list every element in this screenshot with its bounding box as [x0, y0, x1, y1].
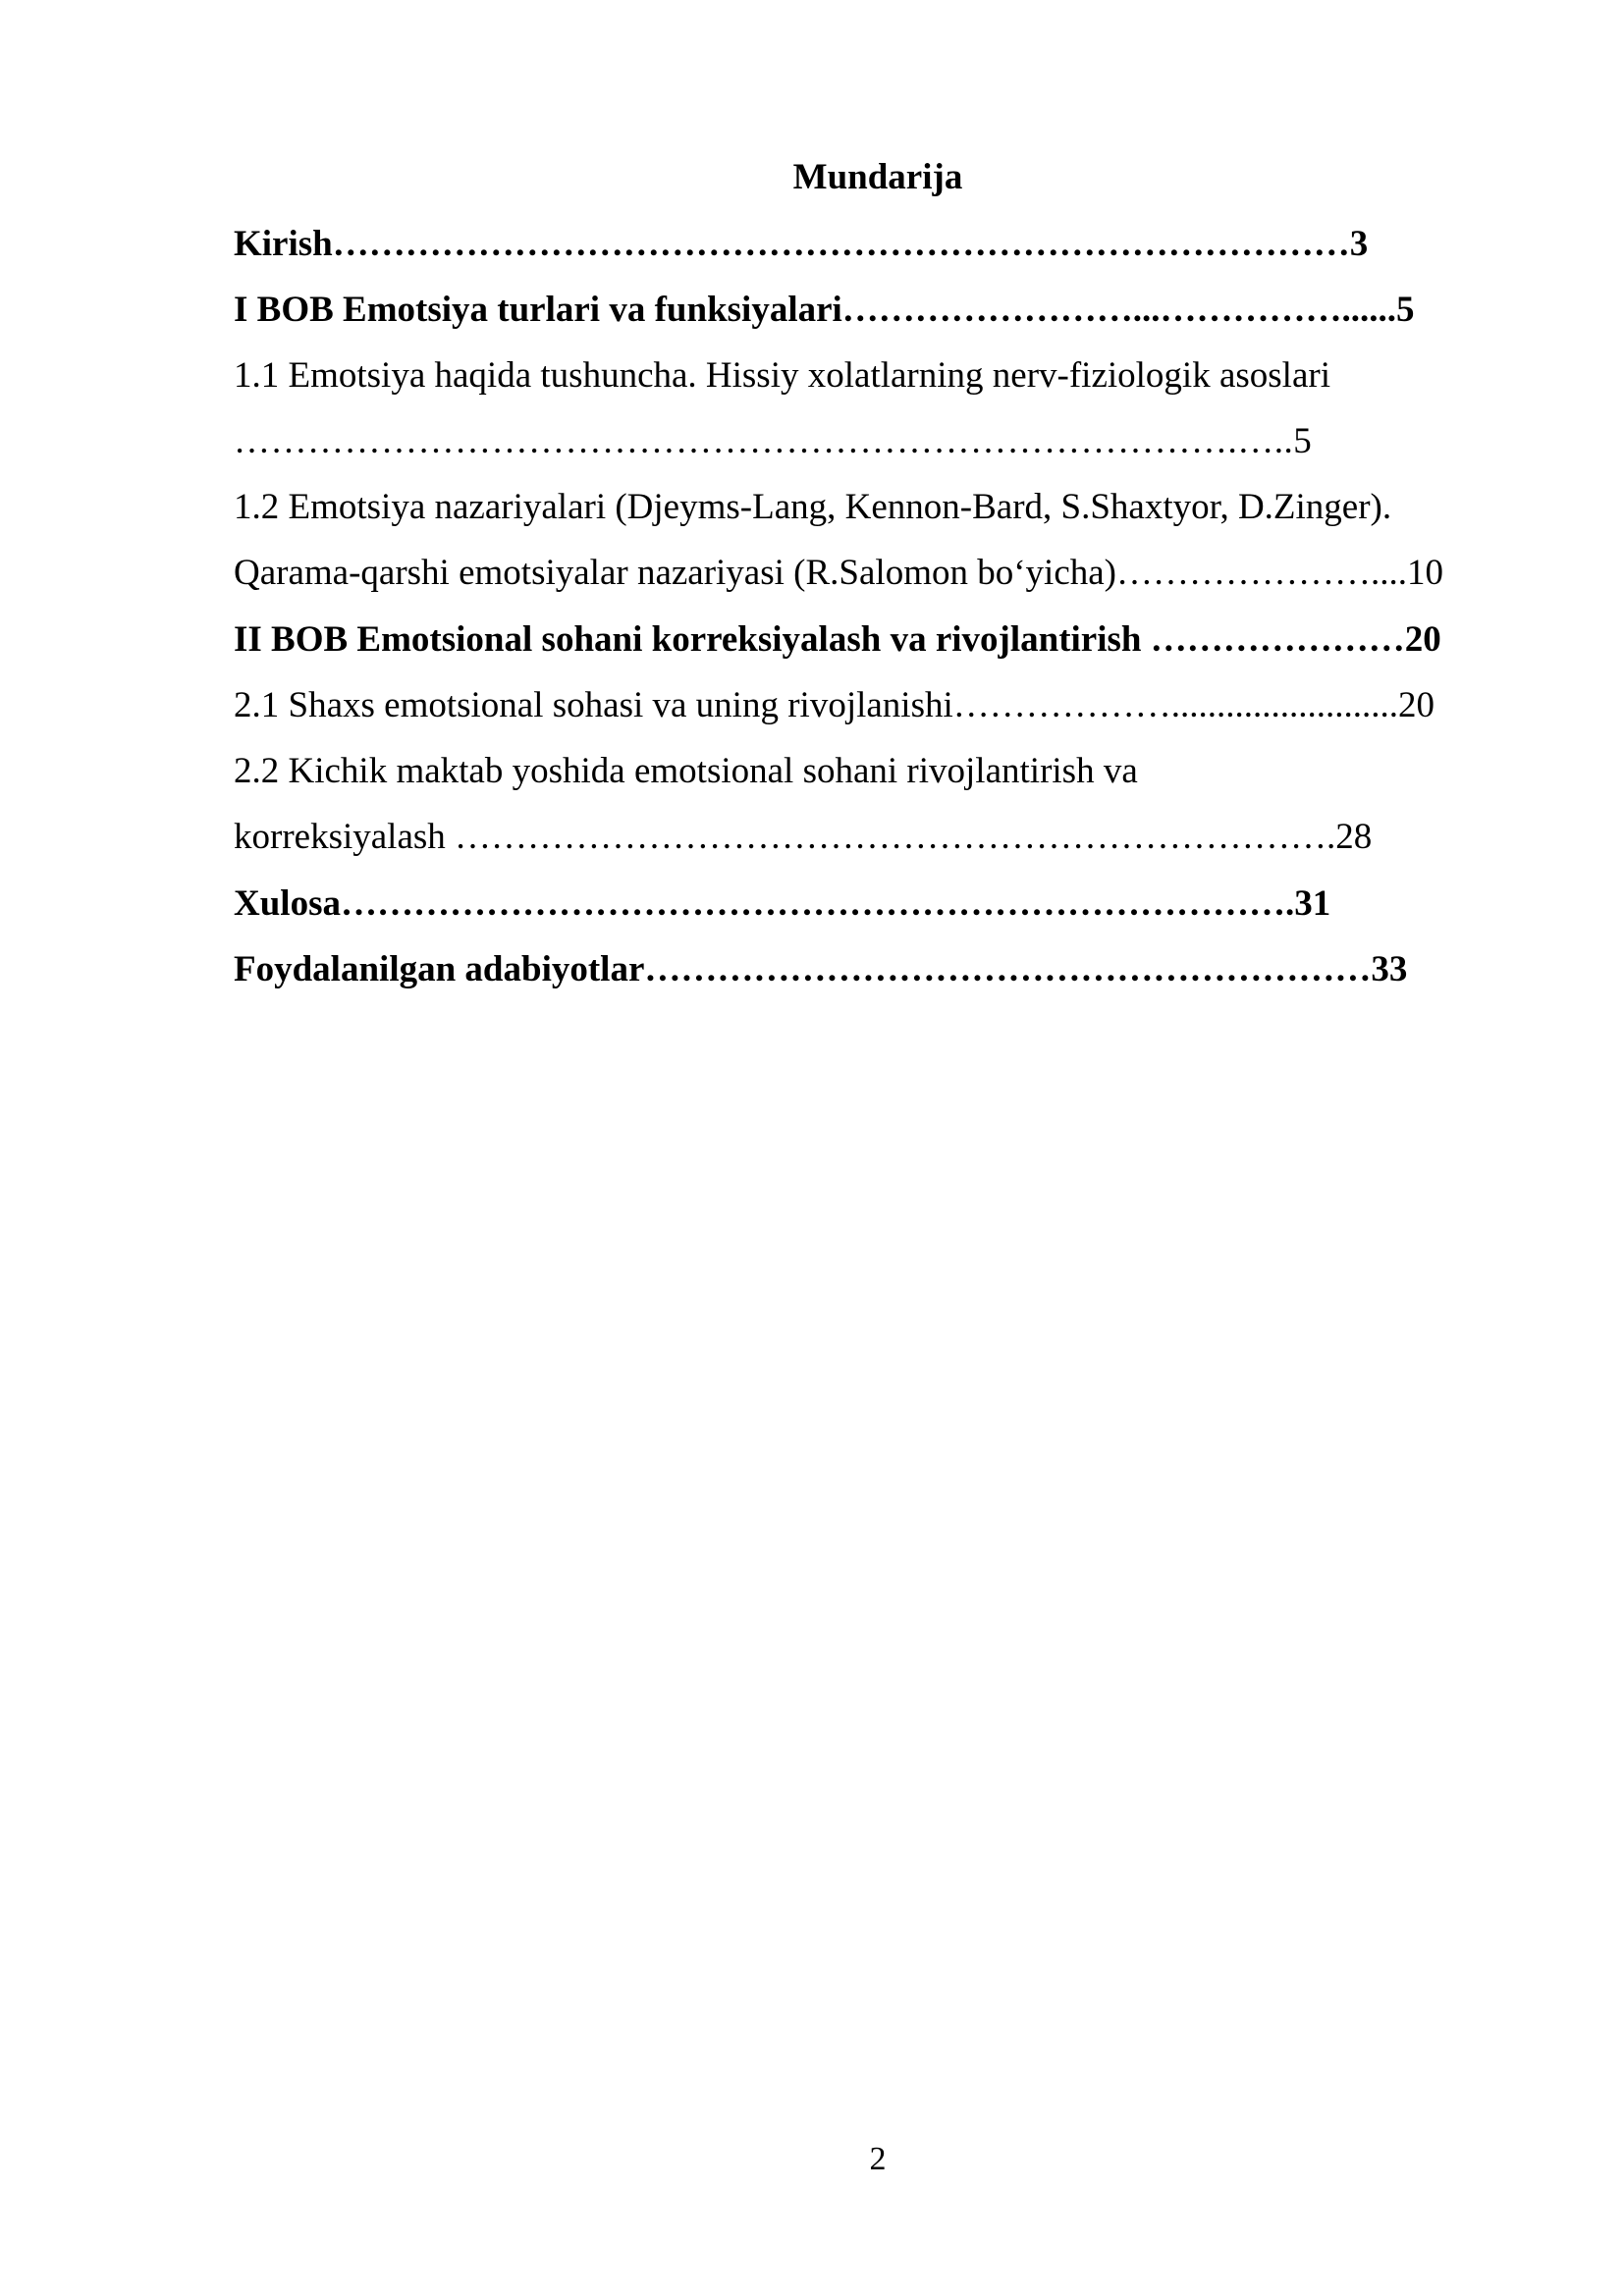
toc-entry-2-2-continuation: korreksiyalash ……………………………………………………………….28 [234, 817, 1373, 857]
toc-entry-bibliography: Foydalanilgan adabiyotlar……………………………………………………33 [234, 949, 1408, 989]
page-number: 2 [869, 2141, 887, 2177]
toc-entry-xulosa: Xulosa…………………………………………………………………….31 [234, 883, 1331, 924]
page-title: Mundarija [792, 157, 963, 197]
toc-entry-1-1-leader: ……………………………………………………………………….…..5 [234, 421, 1313, 461]
toc-entry-1-2-continuation: Qarama-qarshi emotsiyalar nazariyasi (R.Salomon bo‘yicha)…………………....10 [234, 553, 1443, 593]
toc-entry-chapter-1: I BOB Emotsiya turlari va funksiyalari……………………...……………......5 [234, 290, 1415, 330]
toc-entry-2-2-title: 2.2 Kichik maktab yoshida emotsional sohani rivojlantirish va [234, 751, 1138, 791]
toc-entry-kirish: Kirish…………………………………………………………………………3 [234, 224, 1369, 264]
toc-entry-2-1: 2.1 Shaxs emotsional sohasi va uning rivojlanishi……………….........................20 [234, 685, 1435, 725]
toc-entry-1-1-title: 1.1 Emotsiya haqida tushuncha. Hissiy xolatlarning nerv-fiziologik asoslari [234, 355, 1330, 396]
toc-entry-1-2-title: 1.2 Emotsiya nazariyalari (Djeyms-Lang, Kennon-Bard, S.Shaxtyor, D.Zinger). [234, 487, 1392, 527]
toc-entry-chapter-2: II BOB Emotsional sohani korreksiyalash va rivojlantirish …………………20 [234, 619, 1441, 660]
